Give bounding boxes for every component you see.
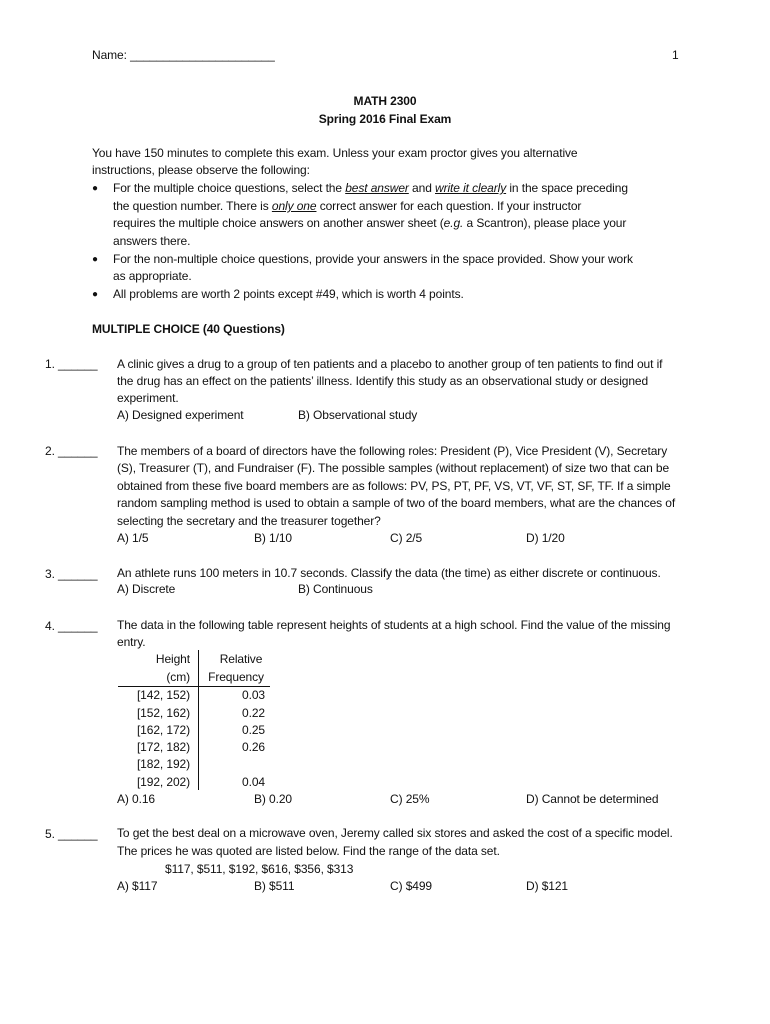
bullet-icon: ● xyxy=(92,183,98,194)
question-1-choice-a: A) Designed experiment xyxy=(117,408,244,422)
bullet-1-line-4: answers there. xyxy=(113,234,191,248)
table-divider-horizontal xyxy=(118,686,270,687)
question-5-data-set: $117, $511, $192, $616, $356, $313 xyxy=(165,862,354,876)
question-5-line: The prices he was quoted are listed below. Find the range of the data set. xyxy=(117,844,500,858)
question-5-choice-b: B) $511 xyxy=(254,879,295,893)
emphasis-best-answer: best answer xyxy=(345,181,409,195)
question-5-choice-c: C) $499 xyxy=(390,879,432,893)
table-row-height: [142, 152) xyxy=(136,688,190,702)
table-row-freq: 0.03 xyxy=(242,688,265,702)
answer-blank-5[interactable]: 5. ______ xyxy=(45,827,98,841)
answer-blank-4[interactable]: 4. ______ xyxy=(45,619,98,633)
intro-line-2: instructions, please observe the following: xyxy=(92,163,310,177)
question-2-choice-b: B) 1/10 xyxy=(254,531,292,545)
question-4-line: entry. xyxy=(117,635,146,649)
table-row-height: [152, 162) xyxy=(136,706,190,720)
table-row-height: [192, 202) xyxy=(136,775,190,789)
intro-line-1: You have 150 minutes to complete this exam. Unless your exam proctor gives you alternative xyxy=(92,146,578,160)
table-row-height: [162, 172) xyxy=(136,723,190,737)
question-5-line: To get the best deal on a microwave oven, Jeremy called six stores and asked the cost of a specific model. xyxy=(117,826,673,840)
table-row-height: [182, 192) xyxy=(136,757,190,771)
section-title: MULTIPLE CHOICE (40 Questions) xyxy=(92,322,285,336)
bullet-2-line-2: as appropriate. xyxy=(113,269,192,283)
table-divider-vertical xyxy=(198,650,199,790)
question-3-choice-b: B) Continuous xyxy=(298,582,373,596)
question-5-choice-d: D) $121 xyxy=(526,879,568,893)
question-4-choice-b: B) 0.20 xyxy=(254,792,292,806)
question-2-line: The members of a board of directors have the following roles: President (P), Vice President (V), Secretary xyxy=(117,444,668,458)
answer-blank-2[interactable]: 2. ______ xyxy=(45,444,98,458)
question-4-line: The data in the following table represent heights of students at a high school. Find the value of the missing xyxy=(117,618,671,632)
question-4-choice-d: D) Cannot be determined xyxy=(526,792,659,806)
table-header-frequency: Frequency xyxy=(208,670,264,684)
table-row-freq: 0.22 xyxy=(242,706,265,720)
question-3-choice-a: A) Discrete xyxy=(117,582,176,596)
table-row-freq: 0.04 xyxy=(242,775,265,789)
question-2-choice-d: D) 1/20 xyxy=(526,531,565,545)
page-number: 1 xyxy=(672,48,679,62)
course-title: MATH 2300 xyxy=(353,94,417,108)
question-1-choice-b: B) Observational study xyxy=(298,408,418,422)
question-2-line: (S), Treasurer (T), and Fundraiser (F). The possible samples (without replacement) of size two that can be xyxy=(117,461,670,475)
question-4-choice-c: C) 25% xyxy=(390,792,430,806)
exam-title: Spring 2016 Final Exam xyxy=(318,112,452,126)
question-2-line: obtained from these five board members are as follows: PV, PS, PT, PF, VS, VT, VF, ST, SF, TF. If a simple xyxy=(117,479,671,493)
name-line: Name: ______________________ xyxy=(92,48,275,62)
bullet-1-line-1: For the multiple choice questions, select the best answer and write it clearly in the space preceding xyxy=(113,181,628,195)
question-4-choice-a: A) 0.16 xyxy=(117,792,155,806)
table-row-freq: 0.25 xyxy=(242,723,265,737)
emphasis-write-clearly: write it clearly xyxy=(435,181,507,195)
answer-blank-1[interactable]: 1. ______ xyxy=(45,357,98,371)
question-2-choice-c: C) 2/5 xyxy=(390,531,423,545)
table-row-height: [172, 182) xyxy=(136,740,190,754)
bullet-2-line-1: For the non-multiple choice questions, provide your answers in the space provided. Show your work xyxy=(113,252,633,266)
question-1-line: experiment. xyxy=(117,391,179,405)
answer-blank-3[interactable]: 3. ______ xyxy=(45,567,98,581)
bullet-icon: ● xyxy=(92,254,98,265)
bullet-icon: ● xyxy=(92,289,98,300)
table-header-unit: (cm) xyxy=(166,670,190,684)
emphasis-only-one: only one xyxy=(271,199,317,213)
question-3-line: An athlete runs 100 meters in 10.7 seconds. Classify the data (the time) as either discrete or continuous. xyxy=(117,566,661,580)
table-header-height: Height xyxy=(155,652,190,666)
question-5-choice-a: A) $117 xyxy=(117,879,158,893)
bullet-1-line-2: the question number. There is only one correct answer for each question. If your instructor xyxy=(113,199,582,213)
bullet-3-line-1: All problems are worth 2 points except #49, which is worth 4 points. xyxy=(113,287,464,301)
question-2-line: selecting the secretary and the treasurer together? xyxy=(117,514,381,528)
table-row-freq: 0.26 xyxy=(242,740,265,754)
question-2-line: random sampling method is used to obtain a sample of two of the board members, what are the chances of xyxy=(117,496,676,510)
table-header-relative: Relative xyxy=(219,652,263,666)
bullet-1-line-3: requires the multiple choice answers on another answer sheet (e.g. a Scantron), please place your xyxy=(113,216,627,230)
question-1-line: A clinic gives a drug to a group of ten patients and a placebo to another group of ten patients to find out if xyxy=(117,357,663,371)
question-2-choice-a: A) 1/5 xyxy=(117,531,149,545)
question-1-line: the drug has an effect on the patients’ illness. Identify this study as an observational study or designed xyxy=(117,374,649,388)
